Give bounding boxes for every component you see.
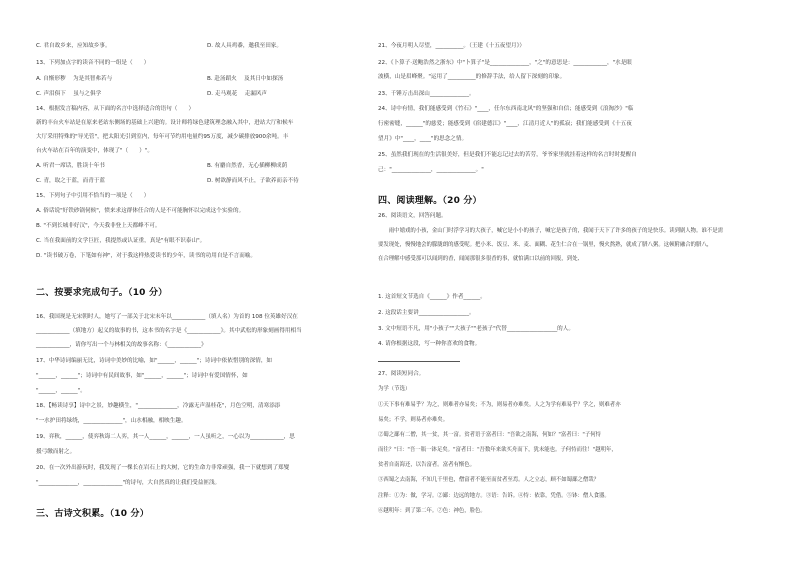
- q26-question-2: 2. 这段话主要讲__________________。: [378, 310, 475, 316]
- answer-line: [378, 361, 460, 362]
- q26-passage-line: 要发现处，慢慢地会的朦胧朗的感受呢。把小米、饭豆、米、麦、面糊、花生仁合在一锅里，慢火熬熟，就成了腊八粥。这顿附融合的腊八，: [378, 242, 713, 248]
- q12-option-c: C. 君自故乡来，应知故乡事。: [36, 43, 111, 49]
- q27-passage-line: 贫者自南海还，以告富者。富者有惭色。: [378, 462, 476, 468]
- q25-line: 己："______________，______________。": [378, 167, 484, 173]
- q14-text-line: 新的丰台火车站是在原来老站东侧场的基础上兴建的。设计师将绿色建筑理念融入其中，进站大厅和候车: [36, 120, 294, 126]
- q20-line: "______________，______________"的诗句，大自然真的让我们受益匪浅。: [36, 480, 221, 486]
- q12-option-d: D. 故人具鸡黍，邀我至田家。: [207, 43, 282, 49]
- q14-option-c: C. 青，取之于蓝，而青于蓝: [36, 178, 105, 184]
- q22-line: 波横，山是眉峰聚。"运用了__________的修辞手法，给人留下深刻的印象。: [378, 74, 566, 80]
- q25-line: 25、虽然我们现在的生活很美好，但是我们不能忘记过去的苦劳，爷爷家里就挂着这样的名言时时提醒自: [378, 152, 637, 158]
- q27-head: 27、阅读短同合。: [378, 371, 425, 377]
- q24-line: 行密密缝，______"的慈爱；能感受到《宿建德江》"____，江清月近人"的孤寂；我们能感受到《十五夜: [378, 121, 632, 127]
- q27-passage-line: ③西蜀之去南海，不知几千里也，僧富者不能至而贫者至焉。人之立志，顾不如蜀鄙之僧哉？: [378, 477, 600, 483]
- section-4-heading: 四、阅读理解。（20 分）: [378, 196, 482, 206]
- q24-line: 望月》中"____，____"的思念之情。: [378, 136, 468, 142]
- section-2-heading: 二、按要求完成句子。（10 分）: [36, 288, 168, 298]
- q26-question-4: 4. 请你根据这段，写一种你喜欢的食物。: [378, 341, 481, 347]
- q26-passage-line: 雨中嬉戏的小孩，金山门时浮学习的大孩子，喊它是小小的孩子，喊它是孩子的，我闻于天下了许多的孩子的是快乐。读到剧人物。谁不是需: [378, 228, 724, 234]
- right-column: [378, 0, 764, 562]
- q13-stem: 13、下列加点字的读音不同的一组是（ ）: [36, 60, 150, 66]
- q13-option-a: A. 自惭形秽 为是其智弗若与: [36, 76, 113, 82]
- q15-option-d: D. "读书破万卷，下笔如有神"，对于我这样热爱读书的少年，读书的功用自是不言而喻。: [36, 253, 256, 259]
- q27-passage-line: ②蜀之鄙有二僧，其一贫，其一富。贫者语于富者曰："吾欲之南海，何如？"富者曰："子何恃: [378, 432, 602, 438]
- q27-passage-line: ①天下事有难易乎？为之，则难者亦易矣；不为，则易者亦难矣。人之为学有难易乎？学之，则难者亦: [378, 402, 621, 408]
- q26-question-1: 1. 这首短文节选自《______》作者______。: [378, 294, 486, 300]
- q26-question-3: 3. 文中短语不凡，用"小孩子""大孩子""老孩子"代替__________________的人。: [378, 326, 574, 332]
- q13-option-b: B. 赴汤蹈火 及其日中如探汤: [207, 76, 284, 82]
- q15-stem: 15、下列句子中引用不恰当的一项是（ ）: [36, 193, 150, 199]
- q23-line: 23、千锤万击出深山______________。: [378, 91, 475, 97]
- q15-option-a: A. 俗话说"好铁砂锅伺候"，愤来求这群体任合的人是不可能胸怀以完成这个实验的。: [36, 208, 245, 214]
- q16-line: 16、我国现是无宋朝时人，她写了一部关于北宋末年以____________（填人名）为首的 108 位英雄好汉在: [36, 314, 298, 320]
- q22-line: 22、《卜算子·送鲍浩然之浙东》中"卜算子"是______________，"之"的意思是：____________，"水是眼: [378, 60, 632, 66]
- q21-line: 21、今夜月明人尽望，__________。（王建《十五夜望月》）: [378, 43, 525, 49]
- q27-passage-line: 而往？"曰："吾一瓶一钵足矣。"富者曰："吾数年来欲买舟而下，犹未能也。子何恃而往！"越明年，: [378, 447, 617, 453]
- q20-line: 20、在一次外出游玩时，我发现了一棵长在岩石上的大树，它的生命力非常顽强，我一下就想到了郑燮: [36, 465, 290, 471]
- q18-line: "一水护田将绿绕，______________"，山水相融，相映生趣。: [36, 418, 187, 424]
- q13-option-c: C. 声泪俱下 虽与之俱学: [36, 91, 102, 97]
- q14-text-line: 大厅采用特殊的"导光管"，把太阳光引到室内，每年可节约用电量约95万度，减少碳排放900余吨。丰: [36, 134, 289, 140]
- q27-notes-line: ⑥越明年：到了第二年。⑦色：神色，脸色。: [378, 508, 486, 514]
- q27-title: 为学（节选）: [378, 386, 411, 392]
- q19-line: 19、弈秋，______，使弈秋诲二人弈，其一人______，______，一人虽听之，一心以为____________，思: [36, 434, 295, 440]
- q14-text-line: 台火车站在百年的演变中，体现了"（ ）"。: [36, 148, 154, 154]
- q15-option-b: B. "不到长城非好汉"，今天我非登上天都峰不可。: [36, 223, 161, 229]
- q17-line: "______，______"。: [36, 388, 86, 394]
- q14-option-d: D. 树欲静而风不止，子欲养而亲不待: [207, 178, 299, 184]
- section-3-heading: 三、古诗文积累。（10 分）: [36, 509, 149, 519]
- q24-line: 24、诗中有情，我们能感受到《竹石》"____，任尔东西南北风"的坚强和自信；能感受到《浪淘沙》"临: [378, 106, 634, 112]
- q16-line: ____________，请你写出一个与林相关的故事名称：《____________》: [36, 342, 207, 348]
- q27-passage-line: 易矣；不学，则易者亦难矣。: [378, 417, 449, 423]
- q15-option-c: C. 当在我面前的文学巨匠，我提然或认证重，真是"有眼不识泰山"。: [36, 238, 206, 244]
- q13-option-d: D. 走马观花 走漏风声: [207, 91, 267, 97]
- q16-line: ____________（填地方）起义的故事的书，这本书的名字是《____________》。其中武松的形象刻画得用相当: [36, 328, 302, 334]
- q17-line: 17、中华诗词编丽无比，诗词中美妙的比喻，如"______，______"；诗词中依依惜别的深情，如: [36, 358, 273, 364]
- q26-head: 26、阅读语文，回答问题。: [378, 213, 447, 219]
- q18-line: 18、【畅读诗享】诗中之景，妙趣横生，"______________，冷露无声湿桂花"，月色空明，清寒添添: [36, 403, 281, 409]
- left-column: [36, 0, 381, 562]
- q26-passage-line: 在合理解中感受那可以闻到的香，闻闻那很多很香的事，就怕满口以前的回报，到处、: [378, 256, 583, 262]
- q14-option-a: A. 听君一席话，胜读十年书: [36, 163, 105, 169]
- q19-line: 援弓缴而射之。: [36, 449, 76, 455]
- q14-option-b: B. 有麝自然香，无心插柳柳成荫: [207, 163, 288, 169]
- q14-stem: 14、根据发言稿内容，从下面的名言中选择适合的语句（ ）: [36, 106, 195, 112]
- q17-line: "______，______"；诗词中有民间故事，如"______，______"；诗词中有爱国情怀，如: [36, 373, 248, 379]
- q27-notes-line: 注释：①为：做，学习。②鄙：边远的地方。③语：告诉。④恃：依靠，凭借。⑤钵：僧人食器。: [378, 493, 610, 499]
